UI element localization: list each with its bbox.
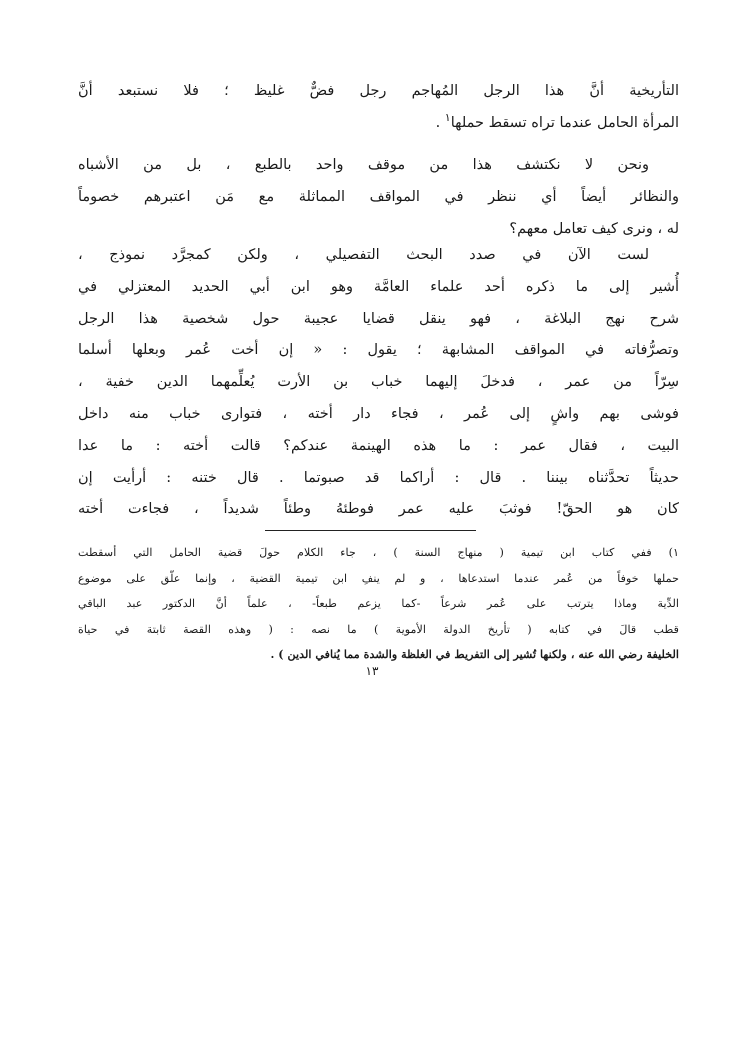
- body-line: كان هو الحقّ! فوثبَ عليه عمر فوطئهُ وطئاً شديداً ، فجاءت أخته: [78, 501, 679, 518]
- body-paragraph-1: [78, 76, 679, 140]
- sentence-period: .: [435, 114, 441, 131]
- body-line: أُشير إلى ما ذكره أحد علماء العامَّة وهو ابن أبي الحديد المعتزلي في: [78, 278, 679, 295]
- body-line: وتصرُّفاته في المواقف المشابهة ؛ يقول : « إن أخت عُمر وبعلها أسلما: [78, 342, 679, 359]
- footnote-separator: [265, 530, 476, 531]
- footnote-line: الدِّية وماذا يترتب على عُمر شرعاً -كما يزعم طبعاً- ، علماً أنَّ الدكتور عبد الباقي: [78, 597, 679, 610]
- body-line: لست الآن في صدد البحث التفصيلي ، ولكن كمجرَّد نموذج ،: [78, 247, 649, 263]
- footnotes: [78, 540, 679, 668]
- body-line: حديثاً تحدَّثناه بيننا . قال : أراكما قد صبوتما . قال ختنه : أرأيت إن: [78, 469, 679, 486]
- body-line-text: المرأة الحامل عندما تراه تسقط حملها: [450, 114, 679, 131]
- body-line: البيت ، فقال عمر : ما هذه الهينمة عندكم؟ قالت أخته : ما عدا: [78, 437, 679, 454]
- body-line: فوشى بهم واشٍ إلى عُمر ، فجاء دار أخته ، فتوارى خباب منه داخل: [78, 405, 679, 422]
- body-line: التأريخية أنَّ هذا الرجل المُهاجم رجل فضٌّ غليظ ؛ فلا نستبعد أنَّ: [78, 83, 679, 99]
- body-line: والنظائر أيضاً أي ننظر في المواقف المماثلة مع مَن اعتبرهم خصوماً: [78, 188, 679, 205]
- body-paragraph-3: [78, 240, 679, 526]
- body-line: شرح نهج البلاغة ، فهو ينقل قضايا عجيبة حول شخصية هذا الرجل: [78, 310, 679, 327]
- footnote-line: الخليفة رضي الله عنه ، ولكنها تُشير إلى التفريط في الغلظة والشدة مما يُنافي الدين ) .: [270, 647, 679, 661]
- footnote-line: حملها خوفاً من عُمر عندما استدعاها ، و لم ينفِ ابن تيمية القضية ، وإنما علّق على موضوع: [78, 571, 679, 585]
- body-line: له ، ونرى كيف تعامل معهم؟: [509, 220, 679, 237]
- footnote-line: قطب قالَ في كتابه ( تأريخ الدولة الأموية ) ما نصه : ( وهذه القصة ثابتة في حياة: [78, 622, 679, 636]
- body-line: سِرّاً من عمر ، فدخلَ إليهما خباب بن الأرت يُعلِّمهما الدين خفية ،: [78, 374, 679, 391]
- footnote-line: ١) ففي كتاب ابن تيمية ( منهاج السنة ) ، جاء الكلام حولَ قضية الحامل التي أسقطت: [78, 546, 679, 559]
- body-line: [78, 108, 679, 140]
- page-number: ١٣: [365, 664, 379, 678]
- body-paragraph-2: [78, 150, 679, 245]
- footnote-reference: ١: [444, 110, 451, 124]
- body-line: ونحن لا نكتشف هذا من موقف واحد بالطبع ، بل من الأشباه: [78, 157, 649, 173]
